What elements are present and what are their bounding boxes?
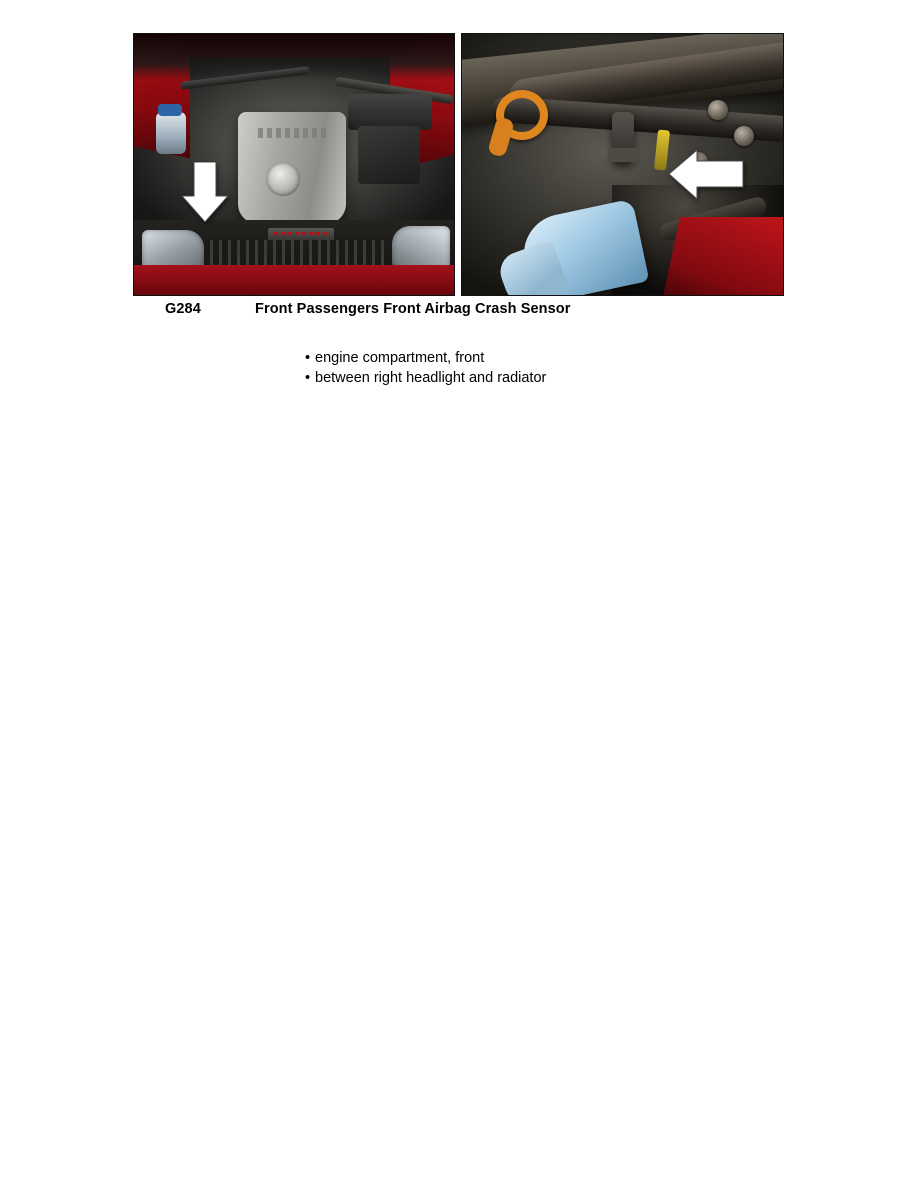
crash-sensor-closeup-image (461, 33, 784, 296)
engine-cover (238, 112, 346, 224)
lower-bumper-red (133, 265, 455, 296)
battery-box (358, 126, 420, 184)
white-arrow-down-icon (180, 162, 230, 224)
figure-image-row (133, 33, 784, 296)
engine-compartment-front-overview-image (133, 33, 455, 296)
coolant-reservoir (156, 112, 186, 154)
body-panel-red (662, 217, 784, 296)
location-notes-list (305, 348, 546, 388)
list-item (305, 368, 546, 388)
list-item-label: engine compartment, front (315, 350, 485, 366)
engine-cover-lettering (258, 128, 328, 138)
figure-caption (165, 301, 785, 317)
list-item (305, 348, 546, 368)
list-item-label: between right headlight and radiator (315, 370, 547, 386)
fuse-box (348, 94, 432, 130)
bolt-head (734, 126, 754, 146)
reservoir-cap (158, 104, 182, 116)
component-code: G284 (165, 301, 201, 317)
component-title: Front Passengers Front Airbag Crash Sensor (255, 301, 571, 317)
bolt-head (708, 100, 728, 120)
crash-sensor-body (612, 112, 634, 164)
white-arrow-left-icon (667, 149, 745, 201)
bullet-icon: • (305, 370, 311, 386)
bullet-icon: • (305, 350, 311, 366)
